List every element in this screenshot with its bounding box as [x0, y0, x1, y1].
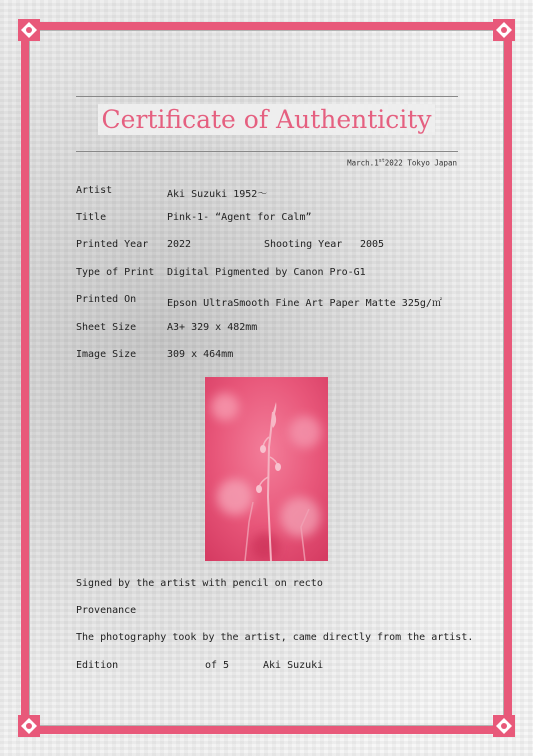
- provenance-text: The photography took by the artist, came directly from the artist.: [76, 632, 474, 643]
- detail-label: Image Size: [76, 349, 137, 360]
- edition-count: of 5: [205, 660, 230, 671]
- detail-label: Sheet Size: [76, 322, 137, 333]
- detail-value: Aki Suzuki 1952〜: [167, 189, 268, 200]
- corner-ornament-icon: [493, 715, 515, 737]
- title-rule-top: [76, 96, 458, 97]
- corner-ornament-icon: [18, 715, 40, 737]
- detail-label: Printed Year: [76, 239, 149, 250]
- detail-value: A3+ 329 x 482mm: [167, 322, 258, 333]
- detail-value: Epson UltraSmooth Fine Art Paper Matte 325g/㎡: [167, 298, 442, 309]
- detail-label: Title: [76, 212, 107, 223]
- shooting-year-label: Shooting Year: [264, 239, 343, 250]
- certificate-title: Certificate of Authenticity: [98, 104, 436, 135]
- artist-signature: Aki Suzuki: [263, 660, 324, 671]
- detail-value: 309 x 464mm: [167, 349, 234, 360]
- title-container: [0, 104, 533, 135]
- detail-label: Printed On: [76, 294, 137, 305]
- provenance-label: Provenance: [76, 605, 137, 616]
- corner-ornament-icon: [18, 19, 40, 41]
- signed-note: Signed by the artist with pencil on recto: [76, 578, 323, 589]
- artwork-photo: [205, 377, 328, 561]
- detail-value: Digital Pigmented by Canon Pro-G1: [167, 267, 366, 278]
- detail-value: 2022: [167, 239, 192, 250]
- detail-label: Type of Print: [76, 267, 155, 278]
- detail-value: Pink-1- “Agent for Calm”: [167, 212, 312, 223]
- issue-date: March.1st2022 Tokyo Japan: [347, 158, 457, 168]
- detail-label: Artist: [76, 185, 113, 196]
- shooting-year-value: 2005: [360, 239, 385, 250]
- edition-label: Edition: [76, 660, 119, 671]
- corner-ornament-icon: [493, 19, 515, 41]
- title-rule-bottom: [76, 151, 458, 152]
